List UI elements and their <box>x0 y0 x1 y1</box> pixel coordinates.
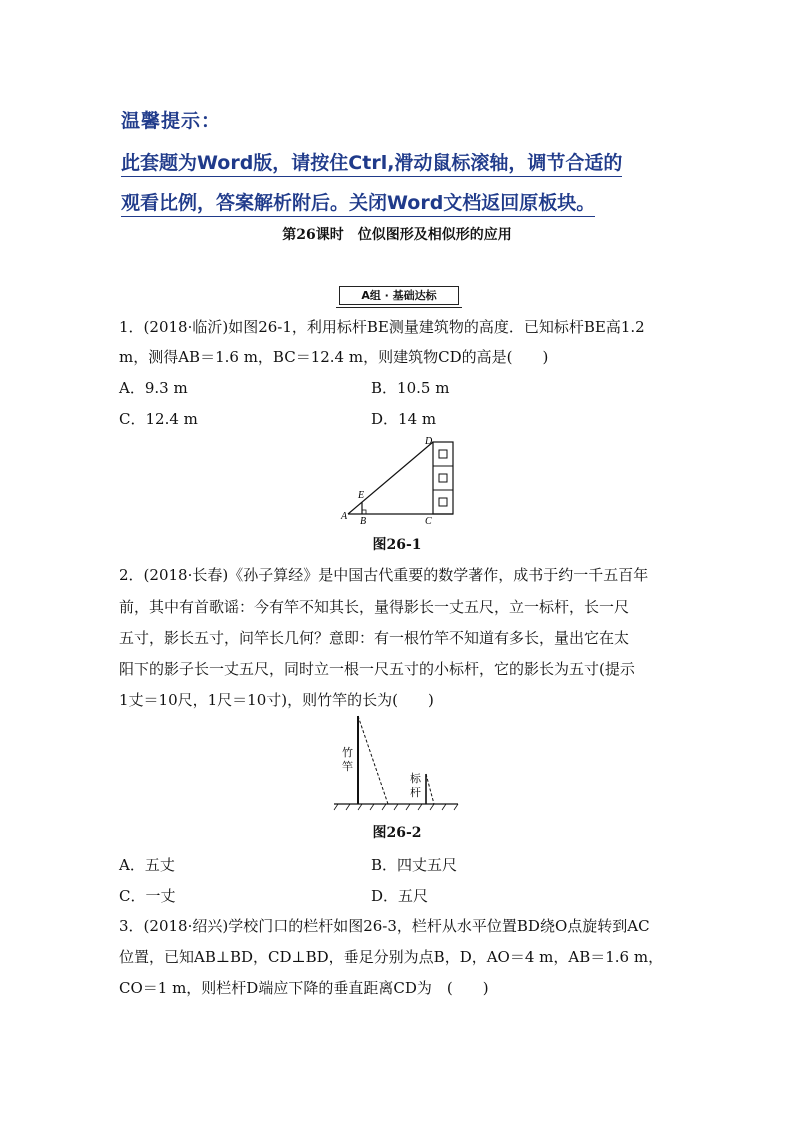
tips-line-1: 此套题为Word版，请按住Ctrl,滑动鼠标滚轴，调节合适的 <box>121 148 622 177</box>
q3-line-2: 位置，已知AB⊥BD，CD⊥BD，垂足分别为点B，D，AO＝4 m，AB＝1.6 m， <box>119 948 664 966</box>
q2-line-5: 1丈＝10尺，1尺＝10寸)，则竹竿的长为( ) <box>119 691 434 709</box>
q2-option-b: B．四丈五尺 <box>371 856 458 874</box>
rod-shadow-ray <box>426 774 434 804</box>
q1-option-a: A．9.3 m <box>119 379 188 397</box>
lesson-title: 第26课时 位似图形及相似形的应用 <box>282 227 512 243</box>
pole-shadow-ray <box>358 716 388 804</box>
q2-option-d: D．五尺 <box>371 887 429 905</box>
window-3 <box>439 498 447 506</box>
label-b: B <box>360 516 367 526</box>
label-a: A <box>341 511 348 522</box>
q2-line-1: 2．(2018·长春)《孙子算经》是中国古代重要的数学著作，成书于约一千五百年 <box>119 566 649 584</box>
ground-hatching <box>334 804 458 810</box>
label-rod-2: 杆 <box>410 787 421 799</box>
q3-line-1: 3．(2018·绍兴)学校门口的栏杆如图26-3，栏杆从水平位置BD绕O点旋转到AC <box>119 917 650 935</box>
tips-heading: 温馨提示： <box>121 110 222 132</box>
q1-option-b: B．10.5 m <box>371 379 450 397</box>
q1-option-d: D．14 m <box>371 410 437 428</box>
group-badge: A组 · 基础达标 <box>339 286 459 305</box>
q1-line-2: m，测得AB＝1.6 m，BC＝12.4 m，则建筑物CD的高是( ) <box>119 348 549 366</box>
q2-line-3: 五寸，影长五寸，问竿长几何？意即：有一根竹竿不知道有多长，量出它在太 <box>119 629 630 647</box>
window-2 <box>439 474 447 482</box>
q2-option-a: A．五丈 <box>119 856 175 874</box>
label-pole-1: 竹 <box>342 747 353 759</box>
tips-line-2: 观看比例，答案解析附后。关闭Word文档返回原板块。 <box>121 188 595 217</box>
label-d: D <box>425 436 433 447</box>
window-1 <box>439 450 447 458</box>
label-rod-1: 标 <box>410 773 421 785</box>
q1-option-c: C．12.4 m <box>119 410 198 428</box>
label-pole-2: 竿 <box>342 761 353 773</box>
q2-line-4: 阳下的影子长一丈五尺，同时立一根一尺五寸的小标杆，它的影长为五寸(提示 <box>119 660 635 678</box>
label-e: E <box>358 490 365 501</box>
q2-line-2: 前，其中有首歌谣：今有竿不知其长，量得影长一丈五尺，立一标杆，长一尺 <box>119 598 630 616</box>
sight-line <box>348 442 433 514</box>
building-cd <box>433 442 453 514</box>
q1-line-1: 1．(2018·临沂)如图26-1，利用标杆BE测量建筑物的高度．已知标杆BE高1.2 <box>119 318 645 336</box>
figure-26-2-caption: 图26-2 <box>372 825 422 841</box>
figure-26-1 <box>336 430 466 526</box>
figure-26-2 <box>330 712 464 814</box>
q3-line-3: CO＝1 m，则栏杆D端应下降的垂直距离CD为 ( ) <box>119 979 489 997</box>
figure-26-1-caption: 图26-1 <box>372 537 422 553</box>
q2-option-c: C．一丈 <box>119 887 176 905</box>
label-c: C <box>425 516 432 526</box>
